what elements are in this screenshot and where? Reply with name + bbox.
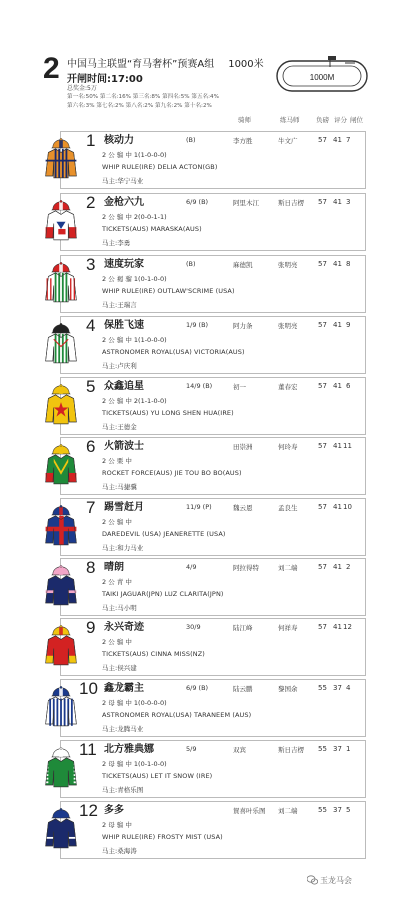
horse-name: 火箭波士 [104, 441, 144, 452]
carried-weight: 57 [318, 503, 327, 511]
race-title [67, 55, 264, 70]
carried-weight: 57 [318, 136, 327, 144]
race-title-text: 中国马主联盟“育马奢杯”预赛A组 [67, 59, 215, 70]
jockey-name: 阿力条 [233, 322, 253, 330]
horse-info: 2 母 骝 中 [102, 821, 132, 829]
carried-weight: 57 [318, 382, 327, 390]
horse-pedigree: ASTRONOMER ROYAL(USA) VICTORIA(AUS) [102, 348, 245, 356]
runner-number: 8 [86, 558, 96, 577]
jockey-name: 双宾 [233, 746, 246, 754]
jockey-silks-icon [42, 379, 80, 427]
carried-weight: 57 [318, 623, 327, 631]
prize-total: 总奖金:5万 [67, 85, 97, 92]
horse-rating: 41 [333, 563, 342, 571]
horse-pedigree: DAREDEVIL (USA) JEANERETTE (USA) [102, 530, 226, 538]
runner-number: 5 [86, 377, 96, 396]
horse-owner: 马主:卢庆利 [102, 362, 137, 370]
horse-rating: 41 [333, 442, 342, 450]
horse-owner: 马主:侯兴建 [102, 664, 137, 672]
horse-info: 2 公 褐 骝 1(0-1-0-0) [102, 275, 167, 283]
horse-info: 2 母 骝 中 1(0-0-0-0) [102, 699, 167, 707]
horse-rating: 37 [333, 745, 342, 753]
barrier-draw: 12 [343, 623, 352, 631]
jockey-name: 陆云鹏 [233, 685, 253, 693]
horse-info: 2 公 骝 中 [102, 518, 132, 526]
trainer-name: 斯日吉楞 [278, 746, 304, 754]
barrier-draw: 8 [346, 260, 351, 268]
jockey-name: 阿里木江 [233, 199, 259, 207]
horse-rating: 41 [333, 623, 342, 631]
wechat-icon [307, 875, 318, 885]
col-trainer: 练马师 [280, 116, 300, 124]
horse-name: 多多 [104, 805, 124, 816]
horse-pedigree: WHIP RULE(IRE) OUTLAW'SCRIME (USA) [102, 287, 235, 295]
barrier-draw: 10 [343, 503, 352, 511]
horse-pedigree: ROCKET FORCE(AUS) JIE TOU BO BO(AUS) [102, 469, 242, 477]
race-number: 2 [43, 52, 60, 85]
recent-form: 11/9 (P) [186, 503, 212, 511]
recent-form: 6/9 (B) [186, 198, 209, 206]
horse-pedigree: TICKETS(AUS) LET IT SNOW (IRE) [102, 772, 213, 780]
horse-rating: 37 [333, 684, 342, 692]
runner-number: 6 [86, 437, 96, 456]
carried-weight: 55 [318, 806, 327, 814]
horse-name: 晴朗 [104, 562, 124, 573]
jockey-name: 初一 [233, 383, 246, 391]
race-header [0, 0, 403, 112]
recent-form: 4/9 [186, 563, 197, 571]
barrier-draw: 3 [346, 198, 351, 206]
jockey-silks-icon [42, 620, 80, 668]
horse-name: 鑫龙霸主 [104, 683, 144, 694]
jockey-name: 田崇洲 [233, 443, 253, 451]
track-distance-label: 1000M [309, 73, 335, 82]
col-draw: 闸位 [350, 116, 363, 124]
col-weight: 负磅 [316, 116, 329, 124]
jockey-silks-icon [42, 195, 80, 243]
horse-owner: 马主:马捷骥 [102, 483, 137, 491]
horse-rating: 41 [333, 136, 342, 144]
jockey-name: 陆江峰 [233, 624, 253, 632]
horse-rating: 41 [333, 503, 342, 511]
track-diagram [275, 55, 370, 95]
jockey-silks-icon [42, 803, 80, 851]
trainer-name: 黎国余 [278, 685, 298, 693]
prize-line-1: 第一名:50% 第二名:16% 第三名:8% 第四名:5% 第五名:4% [67, 94, 219, 100]
horse-info: 2 公 青 中 [102, 578, 132, 586]
trainer-name: 董春宏 [278, 383, 298, 391]
runner-number: 10 [79, 679, 98, 698]
runner-number: 3 [86, 255, 96, 274]
horse-pedigree: TAIKI JAGUAR(JPN) LUZ CLARITA(JPN) [102, 590, 224, 598]
horse-owner: 马主:李勇 [102, 239, 131, 247]
trainer-name: 斯日吉楞 [278, 199, 304, 207]
horse-info: 2 公 骝 中 2(0-0-1-1) [102, 213, 167, 221]
trainer-name: 何玲寿 [278, 443, 298, 451]
jockey-silks-icon [42, 439, 80, 487]
jockey-name: 賀喜叶乐图 [233, 807, 266, 815]
barrier-draw: 6 [346, 382, 351, 390]
runner-number: 12 [79, 801, 98, 820]
runner-number: 4 [86, 316, 96, 335]
recent-form: (B) [186, 136, 196, 144]
prize-line-2: 第六名:3% 第七名:2% 第八名:2% 第九名:2% 第十名:2% [67, 103, 212, 109]
jockey-name: 阿拉得特 [233, 564, 259, 572]
horse-rating: 41 [333, 321, 342, 329]
barrier-draw: 9 [346, 321, 351, 329]
trainer-name: 牛文广 [278, 137, 298, 145]
runner-number: 2 [86, 193, 96, 212]
horse-name: 众鑫追星 [104, 381, 144, 392]
trainer-name: 孟良生 [278, 504, 298, 512]
horse-name: 踢雪赶月 [104, 502, 144, 513]
track-oval-icon [275, 55, 370, 95]
horse-owner: 马主:龙腾马业 [102, 725, 144, 733]
jockey-silks-icon [42, 560, 80, 608]
horse-name: 保胜飞速 [104, 320, 144, 331]
recent-form: 1/9 (B) [186, 321, 209, 329]
horse-rating: 41 [333, 260, 342, 268]
jockey-silks-icon [42, 257, 80, 305]
horse-owner: 马主:青格乐图 [102, 786, 144, 794]
recent-form: (B) [186, 260, 196, 268]
horse-owner: 马主:华宁马业 [102, 177, 144, 185]
horse-info: 2 母 骝 中 1(0-1-0-0) [102, 760, 167, 768]
horse-pedigree: TICKETS(AUS) CINNA MISS(NZ) [102, 650, 205, 658]
horse-owner: 马主:王瑞言 [102, 301, 137, 309]
trainer-name: 何祥寿 [278, 624, 298, 632]
jockey-name: 麻德凯 [233, 261, 253, 269]
horse-pedigree: WHIP RULE(IRE) FROSTY MIST (USA) [102, 833, 223, 841]
horse-owner: 马主:和力马业 [102, 544, 144, 552]
race-distance: 1000米 [228, 59, 264, 70]
horse-name: 永兴奇迹 [104, 622, 144, 633]
jockey-silks-icon [42, 500, 80, 548]
recent-form: 6/9 (B) [186, 684, 209, 692]
carried-weight: 57 [318, 321, 327, 329]
horse-info: 2 公 骝 中 1(1-0-0-0) [102, 151, 167, 159]
trainer-name: 张明亮 [278, 322, 298, 330]
jockey-name: 李方胜 [233, 137, 253, 145]
horse-owner: 马主:桑海涛 [102, 847, 137, 855]
horse-pedigree: TICKETS(AUS) YU LONG SHEN HUA(IRE) [102, 409, 234, 417]
horse-owner: 马主:马小明 [102, 604, 137, 612]
horse-info: 2 公 栗 中 [102, 457, 132, 465]
barrier-draw: 1 [346, 745, 351, 753]
runner-number: 1 [86, 131, 96, 150]
horse-rating: 37 [333, 806, 342, 814]
horse-owner: 马主:王德金 [102, 423, 137, 431]
carried-weight: 57 [318, 260, 327, 268]
jockey-silks-icon [42, 318, 80, 366]
horse-info: 2 公 骝 中 2(1-1-0-0) [102, 397, 167, 405]
horse-info: 2 公 骝 中 [102, 638, 132, 646]
horse-pedigree: WHIP RULE(IRE) DELIA ACTON(GB) [102, 163, 218, 171]
carried-weight: 57 [318, 442, 327, 450]
barrier-draw: 2 [346, 563, 351, 571]
jockey-name: 魏云恩 [233, 504, 253, 512]
barrier-draw: 5 [346, 806, 351, 814]
barrier-draw: 7 [346, 136, 351, 144]
horse-pedigree: TICKETS(AUS) MARASKA(AUS) [102, 225, 202, 233]
col-jockey: 骑师 [238, 116, 251, 124]
recent-form: 5/9 [186, 745, 197, 753]
horse-name: 核动力 [104, 135, 134, 146]
horse-name: 北方雅典娜 [104, 744, 154, 755]
watermark: 玉龙马会 [320, 876, 352, 885]
jockey-silks-icon [42, 742, 80, 790]
column-headers [0, 112, 403, 126]
recent-form: 30/9 [186, 623, 201, 631]
horse-name: 金枪六九 [104, 197, 144, 208]
carried-weight: 57 [318, 563, 327, 571]
carried-weight: 55 [318, 684, 327, 692]
horse-pedigree: ASTRONOMER ROYAL(USA) TARANEEM (AUS) [102, 711, 252, 719]
carried-weight: 55 [318, 745, 327, 753]
barrier-draw: 4 [346, 684, 351, 692]
horse-info: 2 公 骝 中 1(1-0-0-0) [102, 336, 167, 344]
runner-number: 9 [86, 618, 96, 637]
runner-number: 11 [79, 740, 97, 759]
race-start-time: 开闸时间:17:00 [67, 74, 143, 85]
runner-number: 7 [86, 498, 96, 517]
col-rating: 评分 [334, 116, 347, 124]
jockey-silks-icon [42, 133, 80, 181]
horse-rating: 41 [333, 198, 342, 206]
trainer-name: 张明亮 [278, 261, 298, 269]
recent-form: 14/9 (B) [186, 382, 213, 390]
trainer-name: 刘二端 [278, 564, 298, 572]
horse-rating: 41 [333, 382, 342, 390]
horse-name: 速度玩家 [104, 259, 144, 270]
barrier-draw: 11 [343, 442, 352, 450]
carried-weight: 57 [318, 198, 327, 206]
trainer-name: 刘二端 [278, 807, 298, 815]
jockey-silks-icon [42, 681, 80, 729]
